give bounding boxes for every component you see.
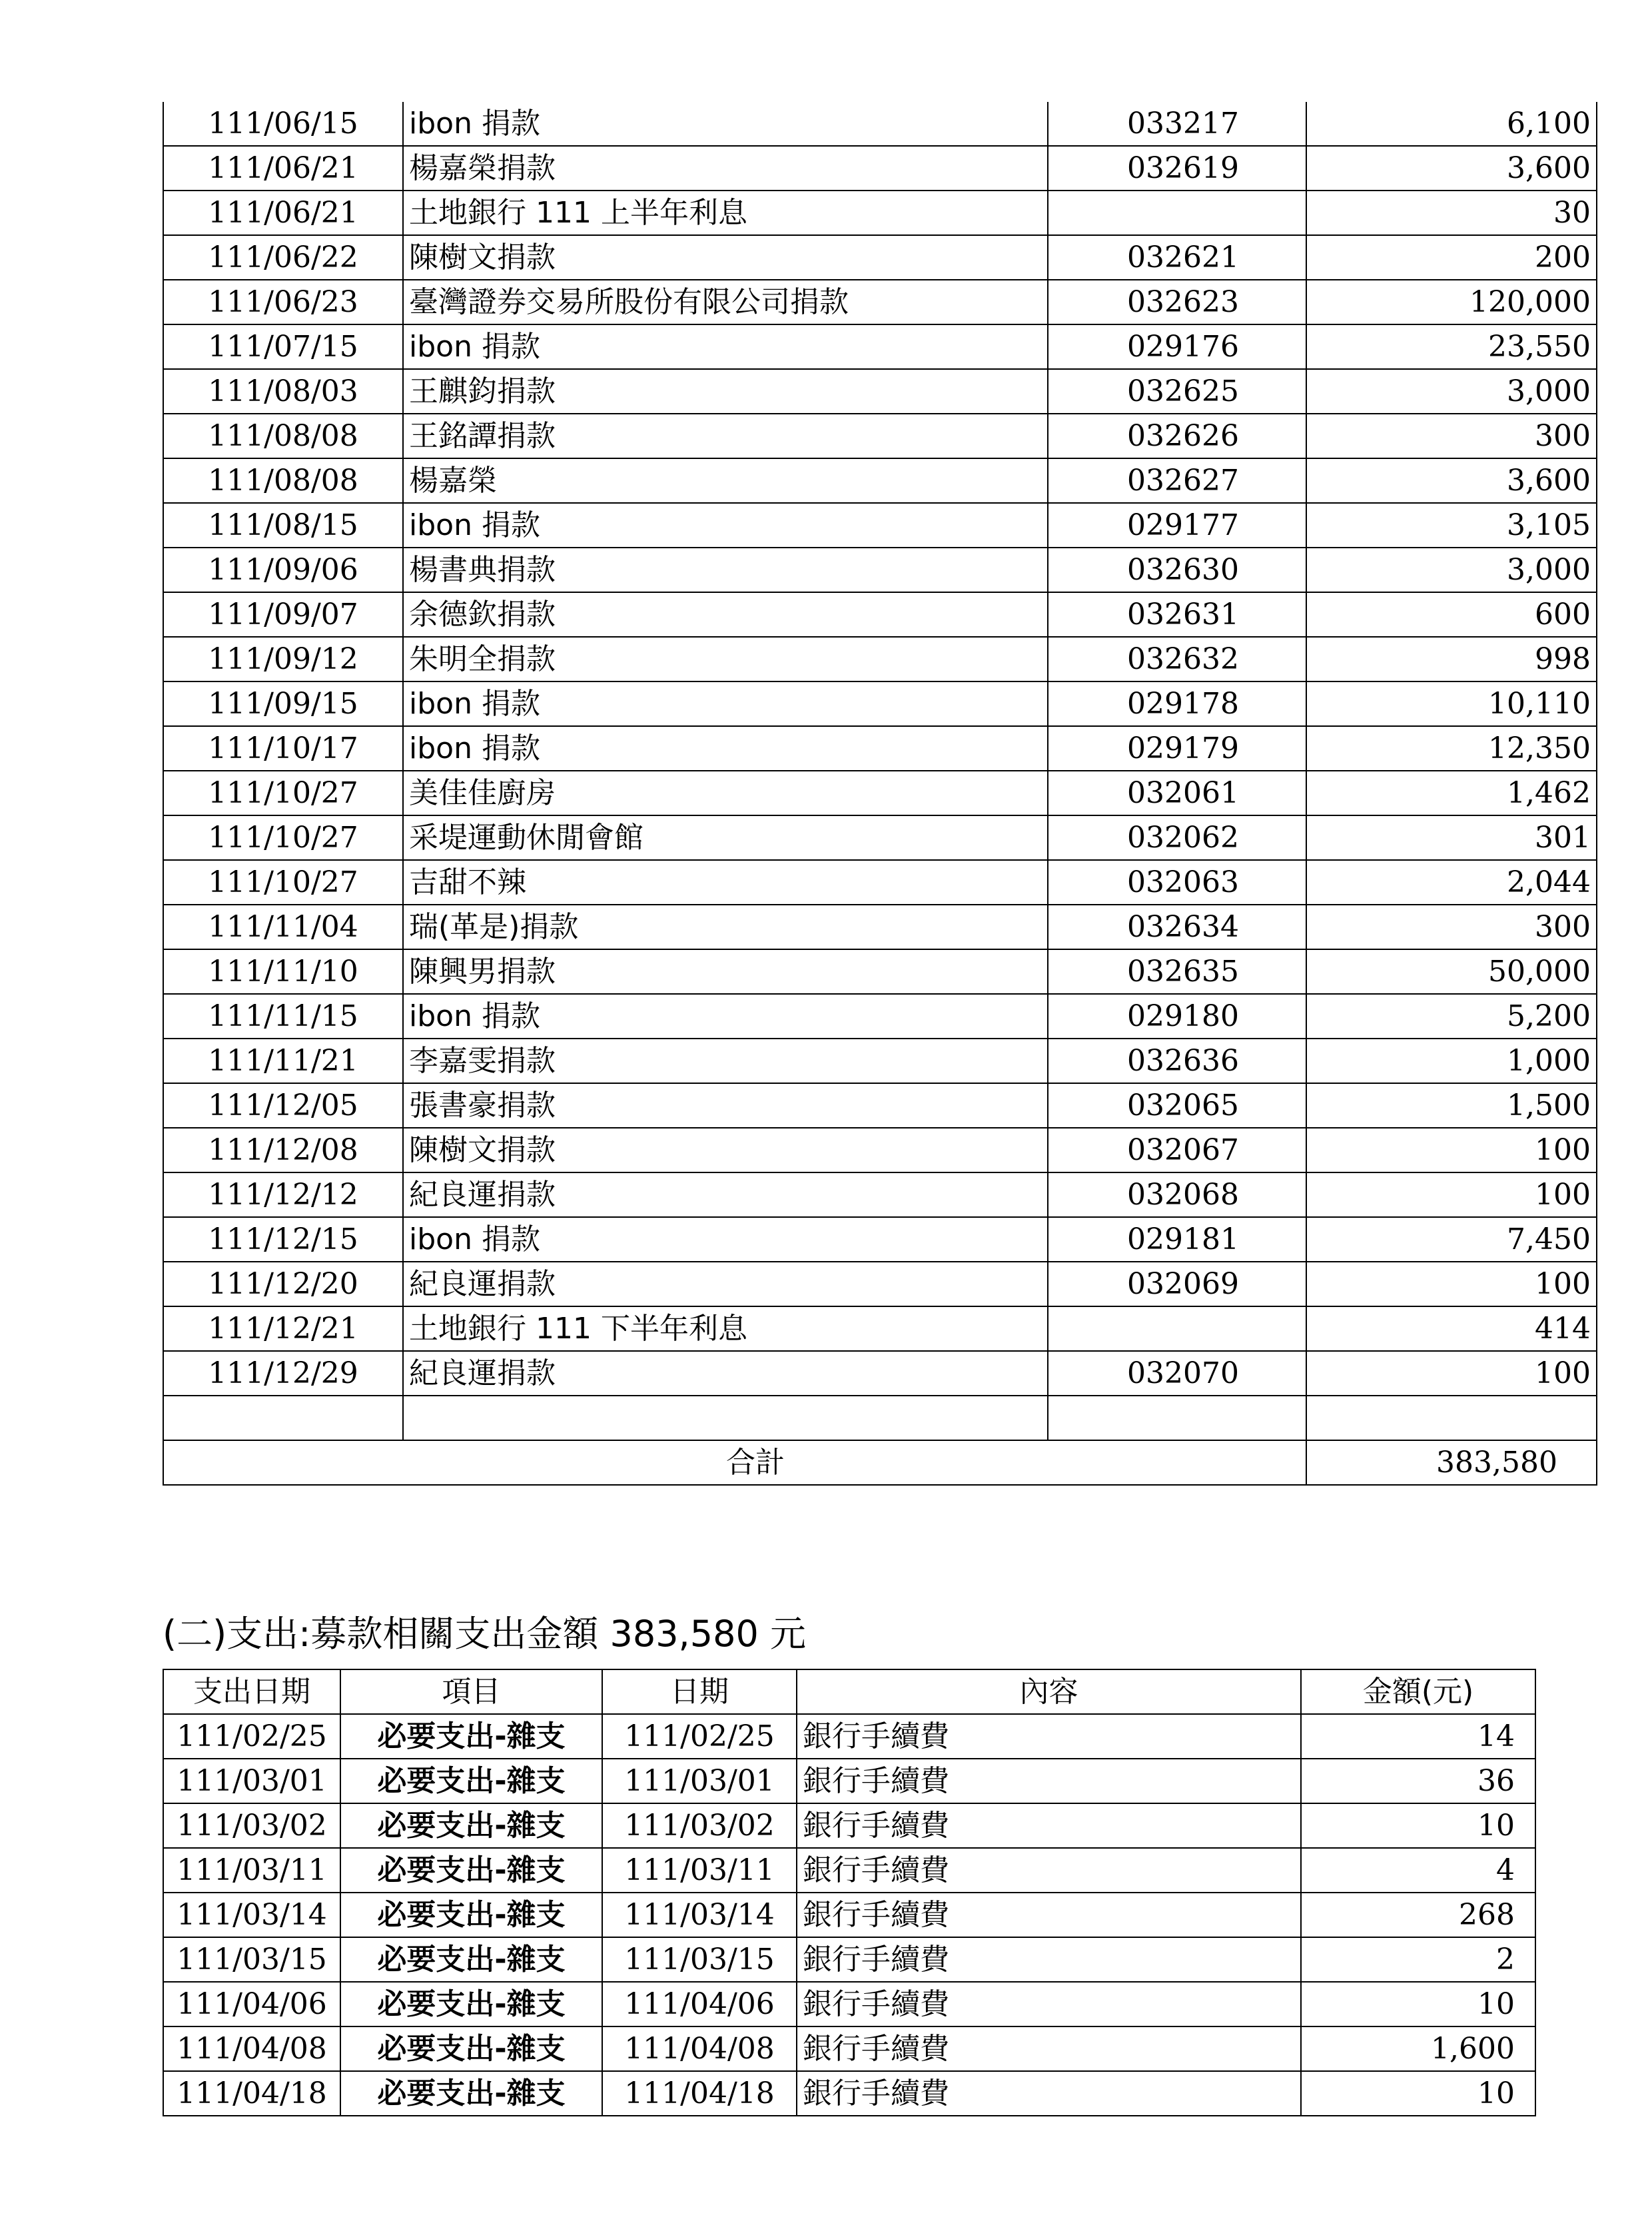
- expense-date-cell: 111/04/08: [602, 2026, 797, 2071]
- income-receipt-cell: 032625: [1048, 369, 1306, 414]
- income-date-cell: 111/10/17: [163, 726, 403, 771]
- income-amount-cell: 2,044: [1306, 860, 1597, 905]
- expense-header-content: 內容: [797, 1669, 1301, 1714]
- expense-date-cell: 111/03/15: [602, 1937, 797, 1982]
- expense-header-row: [163, 1669, 1535, 1714]
- income-row: [163, 235, 1597, 280]
- income-receipt-cell: 032067: [1048, 1128, 1306, 1172]
- income-date-cell: 111/11/21: [163, 1039, 403, 1083]
- income-date-cell: 111/08/03: [163, 369, 403, 414]
- income-date-cell: 111/10/27: [163, 771, 403, 815]
- income-receipt-cell: 032068: [1048, 1172, 1306, 1217]
- income-row: [163, 1083, 1597, 1128]
- income-description-cell: 陳樹文捐款: [403, 1128, 1048, 1172]
- income-total-row: [163, 1440, 1597, 1485]
- income-date-cell: 111/06/23: [163, 280, 403, 324]
- expense-content-cell: 銀行手續費: [797, 1714, 1301, 1759]
- income-row: [163, 458, 1597, 503]
- income-amount-cell: 3,600: [1306, 146, 1597, 191]
- income-amount-cell: 23,550: [1306, 324, 1597, 369]
- income-description-cell: ibon 捐款: [403, 1217, 1048, 1262]
- expense-content-cell: 銀行手續費: [797, 1848, 1301, 1893]
- income-row: [163, 1351, 1597, 1396]
- income-row: [163, 681, 1597, 726]
- income-description-cell: 楊書典捐款: [403, 548, 1048, 592]
- income-amount-cell: 6,100: [1306, 102, 1597, 146]
- income-receipt-cell: 029178: [1048, 681, 1306, 726]
- income-date-cell: 111/08/08: [163, 458, 403, 503]
- income-receipt-cell: 032636: [1048, 1039, 1306, 1083]
- income-description-cell: 瑞(革是)捐款: [403, 905, 1048, 949]
- income-date-cell: 111/09/15: [163, 681, 403, 726]
- income-amount-cell: 1,000: [1306, 1039, 1597, 1083]
- income-amount-cell: 300: [1306, 905, 1597, 949]
- income-description-cell: 土地銀行 111 上半年利息: [403, 191, 1048, 235]
- income-receipt-cell: 032063: [1048, 860, 1306, 905]
- expense-amount-cell: 10: [1301, 2071, 1535, 2116]
- expense-date-cell: 111/04/06: [602, 1982, 797, 2026]
- income-date-cell: 111/10/27: [163, 860, 403, 905]
- income-description-cell: 王麒鈞捐款: [403, 369, 1048, 414]
- income-date-cell: 111/09/07: [163, 592, 403, 637]
- income-description-cell: 楊嘉榮捐款: [403, 146, 1048, 191]
- income-date-cell: 111/08/08: [163, 414, 403, 458]
- income-total-label: 合計: [163, 1440, 1306, 1485]
- income-row: [163, 146, 1597, 191]
- expense-content-cell: 銀行手續費: [797, 1759, 1301, 1803]
- income-date-cell: 111/12/12: [163, 1172, 403, 1217]
- income-date-cell: 111/10/27: [163, 815, 403, 860]
- expense-row: [163, 1893, 1535, 1937]
- income-receipt-cell: 032635: [1048, 949, 1306, 994]
- income-amount-cell: 3,105: [1306, 503, 1597, 548]
- income-receipt-cell: [1048, 191, 1306, 235]
- income-row: [163, 280, 1597, 324]
- income-row: [163, 592, 1597, 637]
- expense-row: [163, 1848, 1535, 1893]
- expense-row: [163, 1803, 1535, 1848]
- income-date-cell: 111/09/12: [163, 637, 403, 681]
- expense-date-cell: 111/03/02: [602, 1803, 797, 1848]
- income-description-cell: 陳興男捐款: [403, 949, 1048, 994]
- income-row: [163, 771, 1597, 815]
- expense-pay-date-cell: 111/04/18: [163, 2071, 340, 2116]
- expense-amount-cell: 1,600: [1301, 2026, 1535, 2071]
- income-amount-cell: 3,600: [1306, 458, 1597, 503]
- expense-pay-date-cell: 111/03/14: [163, 1893, 340, 1937]
- income-amount-cell: 1,500: [1306, 1083, 1597, 1128]
- income-description-cell: 楊嘉榮: [403, 458, 1048, 503]
- expense-amount-cell: 36: [1301, 1759, 1535, 1803]
- income-row: [163, 414, 1597, 458]
- income-date-cell: [163, 1396, 403, 1440]
- income-description-cell: ibon 捐款: [403, 994, 1048, 1039]
- expense-content-cell: 銀行手續費: [797, 1982, 1301, 2026]
- expense-pay-date-cell: 111/02/25: [163, 1714, 340, 1759]
- income-receipt-cell: 032631: [1048, 592, 1306, 637]
- income-amount-cell: 600: [1306, 592, 1597, 637]
- expense-item-cell: 必要支出-雜支: [340, 2026, 602, 2071]
- income-receipt-cell: 032634: [1048, 905, 1306, 949]
- income-amount-cell: 100: [1306, 1262, 1597, 1306]
- income-description-cell: ibon 捐款: [403, 681, 1048, 726]
- expense-date-cell: 111/02/25: [602, 1714, 797, 1759]
- expense-content-cell: 銀行手續費: [797, 1893, 1301, 1937]
- income-receipt-cell: 032062: [1048, 815, 1306, 860]
- income-receipt-cell: 032065: [1048, 1083, 1306, 1128]
- income-row: [163, 994, 1597, 1039]
- income-amount-cell: [1306, 1396, 1597, 1440]
- expense-item-cell: 必要支出-雜支: [340, 1803, 602, 1848]
- expense-pay-date-cell: 111/03/11: [163, 1848, 340, 1893]
- expense-pay-date-cell: 111/04/06: [163, 1982, 340, 2026]
- expense-item-cell: 必要支出-雜支: [340, 1848, 602, 1893]
- income-receipt-cell: 029181: [1048, 1217, 1306, 1262]
- income-row: [163, 1217, 1597, 1262]
- expense-table-body: [163, 1714, 1535, 2116]
- income-row: [163, 1172, 1597, 1217]
- income-date-cell: 111/12/21: [163, 1306, 403, 1351]
- income-description-cell: 張書豪捐款: [403, 1083, 1048, 1128]
- income-description-cell: ibon 捐款: [403, 102, 1048, 146]
- income-receipt-cell: 032061: [1048, 771, 1306, 815]
- income-amount-cell: 200: [1306, 235, 1597, 280]
- expense-pay-date-cell: 111/03/15: [163, 1937, 340, 1982]
- expense-amount-cell: 14: [1301, 1714, 1535, 1759]
- expense-pay-date-cell: 111/04/08: [163, 2026, 340, 2071]
- expense-header-amount: 金額(元): [1301, 1669, 1535, 1714]
- income-row: [163, 637, 1597, 681]
- income-row: [163, 324, 1597, 369]
- income-amount-cell: 300: [1306, 414, 1597, 458]
- expense-row: [163, 1759, 1535, 1803]
- income-receipt-cell: 032623: [1048, 280, 1306, 324]
- income-receipt-cell: 032627: [1048, 458, 1306, 503]
- income-date-cell: 111/12/05: [163, 1083, 403, 1128]
- expense-table: [163, 1669, 1536, 2116]
- expense-item-cell: 必要支出-雜支: [340, 1893, 602, 1937]
- income-row: [163, 949, 1597, 994]
- income-receipt-cell: 032632: [1048, 637, 1306, 681]
- expense-content-cell: 銀行手續費: [797, 1937, 1301, 1982]
- income-description-cell: ibon 捐款: [403, 726, 1048, 771]
- income-description-cell: 土地銀行 111 下半年利息: [403, 1306, 1048, 1351]
- income-description-cell: ibon 捐款: [403, 324, 1048, 369]
- income-date-cell: 111/11/10: [163, 949, 403, 994]
- expense-row: [163, 2026, 1535, 2071]
- income-amount-cell: 100: [1306, 1128, 1597, 1172]
- expense-content-cell: 銀行手續費: [797, 1803, 1301, 1848]
- income-amount-cell: 414: [1306, 1306, 1597, 1351]
- income-description-cell: 李嘉雯捐款: [403, 1039, 1048, 1083]
- income-receipt-cell: 032630: [1048, 548, 1306, 592]
- expense-date-cell: 111/03/11: [602, 1848, 797, 1893]
- income-row: [163, 860, 1597, 905]
- income-receipt-cell: 032626: [1048, 414, 1306, 458]
- expense-date-cell: 111/04/18: [602, 2071, 797, 2116]
- income-date-cell: 111/12/08: [163, 1128, 403, 1172]
- expense-amount-cell: 10: [1301, 1982, 1535, 2026]
- income-date-cell: 111/11/15: [163, 994, 403, 1039]
- income-row: [163, 548, 1597, 592]
- income-row: [163, 503, 1597, 548]
- income-amount-cell: 998: [1306, 637, 1597, 681]
- income-description-cell: 吉甜不辣: [403, 860, 1048, 905]
- expense-item-cell: 必要支出-雜支: [340, 1937, 602, 1982]
- income-amount-cell: 30: [1306, 191, 1597, 235]
- expense-date-cell: 111/03/01: [602, 1759, 797, 1803]
- expense-amount-cell: 268: [1301, 1893, 1535, 1937]
- income-amount-cell: 5,200: [1306, 994, 1597, 1039]
- income-date-cell: 111/12/29: [163, 1351, 403, 1396]
- income-description-cell: 朱明全捐款: [403, 637, 1048, 681]
- income-row: [163, 1262, 1597, 1306]
- income-amount-cell: 50,000: [1306, 949, 1597, 994]
- income-table-body: [163, 102, 1597, 1440]
- income-total-amount: 383,580: [1306, 1440, 1597, 1485]
- income-row: [163, 1396, 1597, 1440]
- expense-row: [163, 1937, 1535, 1982]
- expense-content-cell: 銀行手續費: [797, 2071, 1301, 2116]
- expense-section-heading: (二)支出:募款相關支出金額 383,580 元: [163, 1613, 806, 1655]
- income-receipt-cell: 029179: [1048, 726, 1306, 771]
- income-date-cell: 111/06/15: [163, 102, 403, 146]
- income-description-cell: 紀良運捐款: [403, 1172, 1048, 1217]
- income-receipt-cell: 032069: [1048, 1262, 1306, 1306]
- income-date-cell: 111/06/21: [163, 191, 403, 235]
- income-amount-cell: 100: [1306, 1172, 1597, 1217]
- income-receipt-cell: 029176: [1048, 324, 1306, 369]
- income-description-cell: 余德欽捐款: [403, 592, 1048, 637]
- income-amount-cell: 3,000: [1306, 369, 1597, 414]
- expense-pay-date-cell: 111/03/02: [163, 1803, 340, 1848]
- income-description-cell: 紀良運捐款: [403, 1351, 1048, 1396]
- income-description-cell: 采堤運動休閒會館: [403, 815, 1048, 860]
- expense-row: [163, 1982, 1535, 2026]
- income-row: [163, 191, 1597, 235]
- income-receipt-cell: 032070: [1048, 1351, 1306, 1396]
- income-date-cell: 111/06/21: [163, 146, 403, 191]
- income-description-cell: 王銘譚捐款: [403, 414, 1048, 458]
- expense-header-pay-date: 支出日期: [163, 1669, 340, 1714]
- income-date-cell: 111/07/15: [163, 324, 403, 369]
- income-row: [163, 1306, 1597, 1351]
- income-receipt-cell: 033217: [1048, 102, 1306, 146]
- expense-item-cell: 必要支出-雜支: [340, 1714, 602, 1759]
- expense-amount-cell: 10: [1301, 1803, 1535, 1848]
- income-amount-cell: 301: [1306, 815, 1597, 860]
- expense-item-cell: 必要支出-雜支: [340, 1982, 602, 2026]
- income-row: [163, 726, 1597, 771]
- income-row: [163, 815, 1597, 860]
- income-amount-cell: 10,110: [1306, 681, 1597, 726]
- expense-row: [163, 2071, 1535, 2116]
- income-description-cell: 美佳佳廚房: [403, 771, 1048, 815]
- expense-pay-date-cell: 111/03/01: [163, 1759, 340, 1803]
- expense-header-date: 日期: [602, 1669, 797, 1714]
- income-amount-cell: 1,462: [1306, 771, 1597, 815]
- income-row: [163, 905, 1597, 949]
- income-receipt-cell: [1048, 1396, 1306, 1440]
- income-date-cell: 111/06/22: [163, 235, 403, 280]
- income-amount-cell: 3,000: [1306, 548, 1597, 592]
- expense-content-cell: 銀行手續費: [797, 2026, 1301, 2071]
- expense-amount-cell: 2: [1301, 1937, 1535, 1982]
- expense-item-cell: 必要支出-雜支: [340, 1759, 602, 1803]
- income-receipt-cell: 029180: [1048, 994, 1306, 1039]
- income-amount-cell: 12,350: [1306, 726, 1597, 771]
- income-row: [163, 102, 1597, 146]
- income-date-cell: 111/12/15: [163, 1217, 403, 1262]
- expense-amount-cell: 4: [1301, 1848, 1535, 1893]
- income-date-cell: 111/11/04: [163, 905, 403, 949]
- expense-date-cell: 111/03/14: [602, 1893, 797, 1937]
- income-receipt-cell: 029177: [1048, 503, 1306, 548]
- income-description-cell: ibon 捐款: [403, 503, 1048, 548]
- income-row: [163, 1128, 1597, 1172]
- income-amount-cell: 120,000: [1306, 280, 1597, 324]
- income-date-cell: 111/12/20: [163, 1262, 403, 1306]
- income-table: [163, 102, 1597, 1486]
- income-receipt-cell: [1048, 1306, 1306, 1351]
- expense-header-item: 項目: [340, 1669, 602, 1714]
- income-description-cell: 臺灣證券交易所股份有限公司捐款: [403, 280, 1048, 324]
- expense-row: [163, 1714, 1535, 1759]
- income-receipt-cell: 032619: [1048, 146, 1306, 191]
- income-description-cell: 紀良運捐款: [403, 1262, 1048, 1306]
- income-row: [163, 1039, 1597, 1083]
- income-description-cell: 陳樹文捐款: [403, 235, 1048, 280]
- income-date-cell: 111/09/06: [163, 548, 403, 592]
- expense-item-cell: 必要支出-雜支: [340, 2071, 602, 2116]
- income-description-cell: [403, 1396, 1048, 1440]
- income-amount-cell: 100: [1306, 1351, 1597, 1396]
- income-receipt-cell: 032621: [1048, 235, 1306, 280]
- income-amount-cell: 7,450: [1306, 1217, 1597, 1262]
- income-row: [163, 369, 1597, 414]
- income-date-cell: 111/08/15: [163, 503, 403, 548]
